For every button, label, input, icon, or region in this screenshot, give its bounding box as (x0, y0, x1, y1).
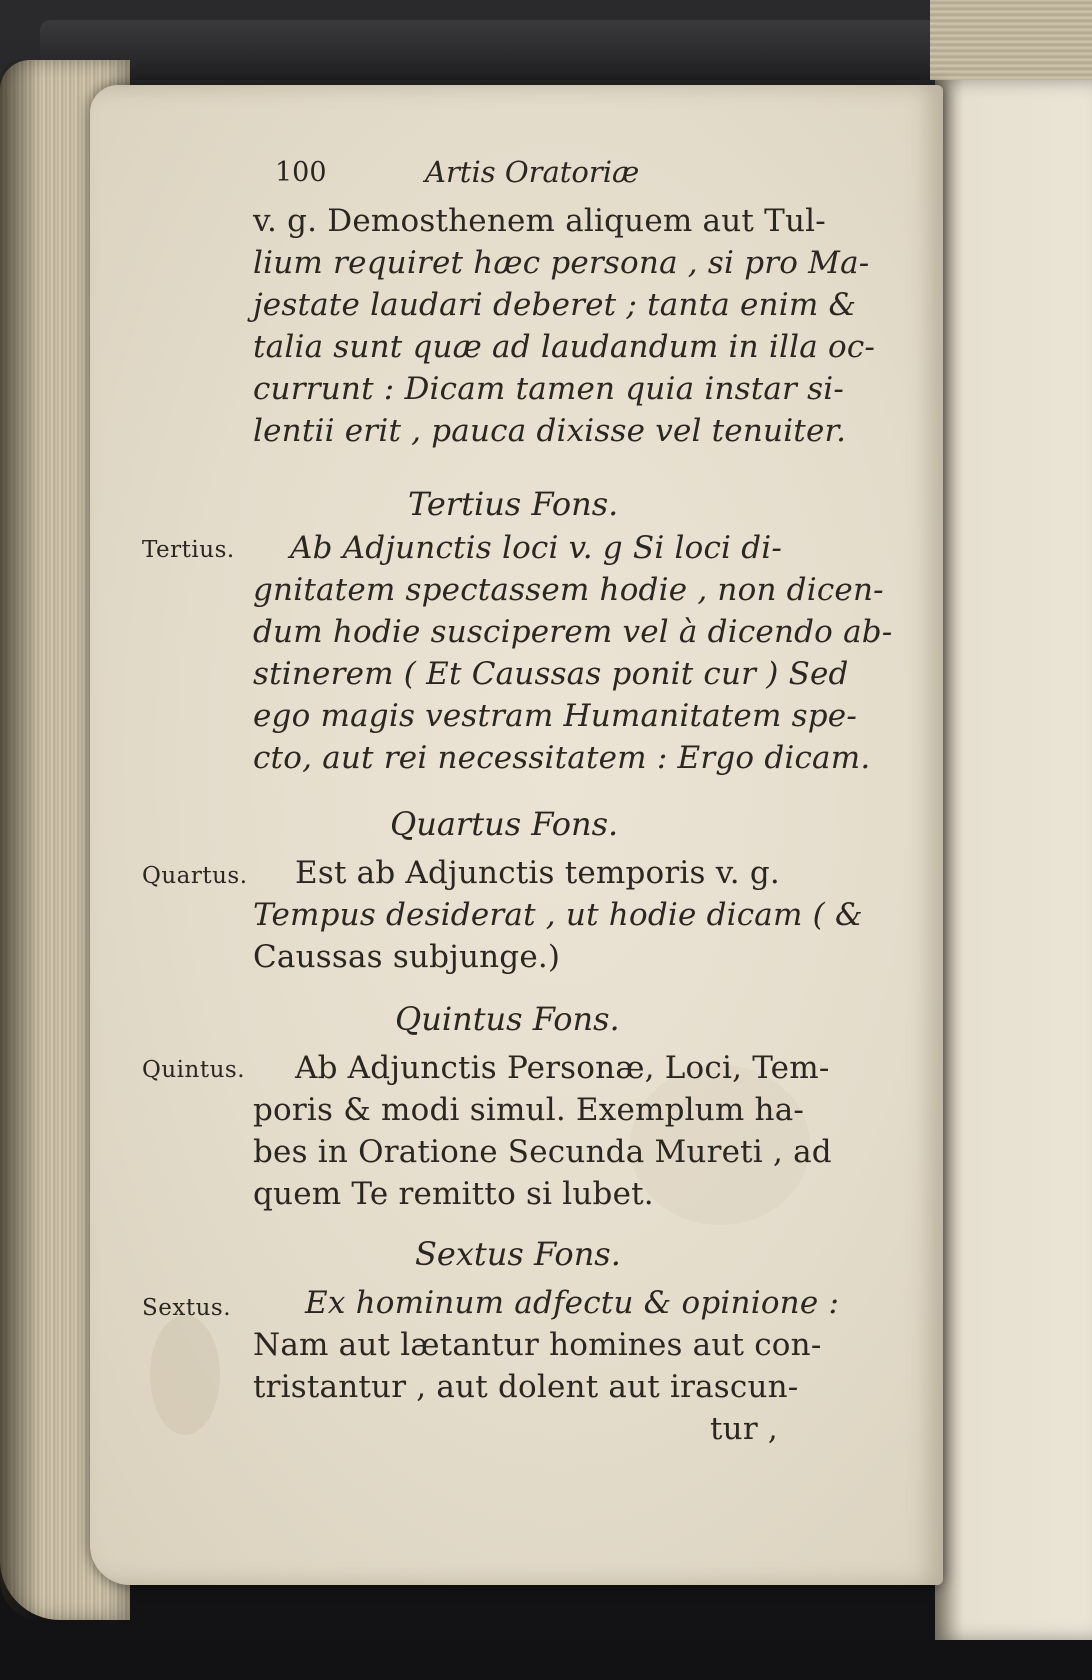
section-heading: Quintus Fons. (395, 1000, 620, 1038)
facing-page (935, 80, 1092, 1640)
text-line: Caussas subjunge.) (253, 939, 561, 975)
section-heading: Quartus Fons. (390, 805, 619, 843)
text-line: stinerem ( Et Caussas ponit cur ) Sed (253, 656, 849, 692)
text-line: Tempus desiderat , ut hodie dicam ( & (253, 897, 863, 933)
text-line: ego magis vestram Humanitatem spe- (253, 698, 858, 734)
book-binding-top (40, 20, 940, 80)
margin-note: Sextus. (142, 1295, 232, 1321)
text-line: Est ab Adjunctis temporis v. g. (295, 855, 780, 891)
margin-note: Tertius. (142, 537, 235, 563)
section-heading: Sextus Fons. (415, 1235, 621, 1273)
text-line: Ex hominum adfectu & opinione : (305, 1285, 840, 1321)
text-line: currunt : Dicam tamen quia instar si- (253, 371, 845, 407)
text-line: Nam aut lætantur homines aut con- (253, 1327, 822, 1363)
text-line: cto, aut rei necessitatem : Ergo dicam. (253, 740, 871, 776)
text-line: Ab Adjunctis loci v. g Si loci di- (290, 530, 783, 566)
text-line: jestate laudari deberet ; tanta enim & (253, 287, 857, 323)
text-line: bes in Oratione Secunda Mureti , ad (253, 1134, 832, 1170)
page-number: 100 (275, 157, 327, 188)
margin-note: Quintus. (142, 1057, 246, 1083)
text-line: tristantur , aut dolent aut irascun- (253, 1369, 799, 1405)
stain (150, 1315, 220, 1435)
text-line: v. g. Demosthenem aliquem aut Tul- (253, 203, 826, 239)
margin-note: Quartus. (142, 863, 248, 889)
text-line: quem Te remitto si lubet. (253, 1176, 654, 1212)
text-line: talia sunt quæ ad laudandum in illa oc- (253, 329, 876, 365)
book-page (90, 85, 943, 1585)
text-line: lentii erit , pauca dixisse vel tenuiter. (253, 413, 847, 449)
section-heading: Tertius Fons. (408, 485, 619, 523)
text-line: gnitatem spectassem hodie , non dicen- (253, 572, 884, 608)
text-line: poris & modi simul. Exemplum ha- (253, 1092, 805, 1128)
text-line: dum hodie susciperem vel à dicendo ab- (253, 614, 893, 650)
right-page-edges (930, 0, 1092, 80)
text-line: lium requiret hæc persona , si pro Ma- (253, 245, 870, 281)
text-line: Ab Adjunctis Personæ, Loci, Tem- (295, 1050, 830, 1086)
running-title: Artis Oratoriæ (425, 155, 640, 189)
catchword: tur , (710, 1411, 778, 1447)
